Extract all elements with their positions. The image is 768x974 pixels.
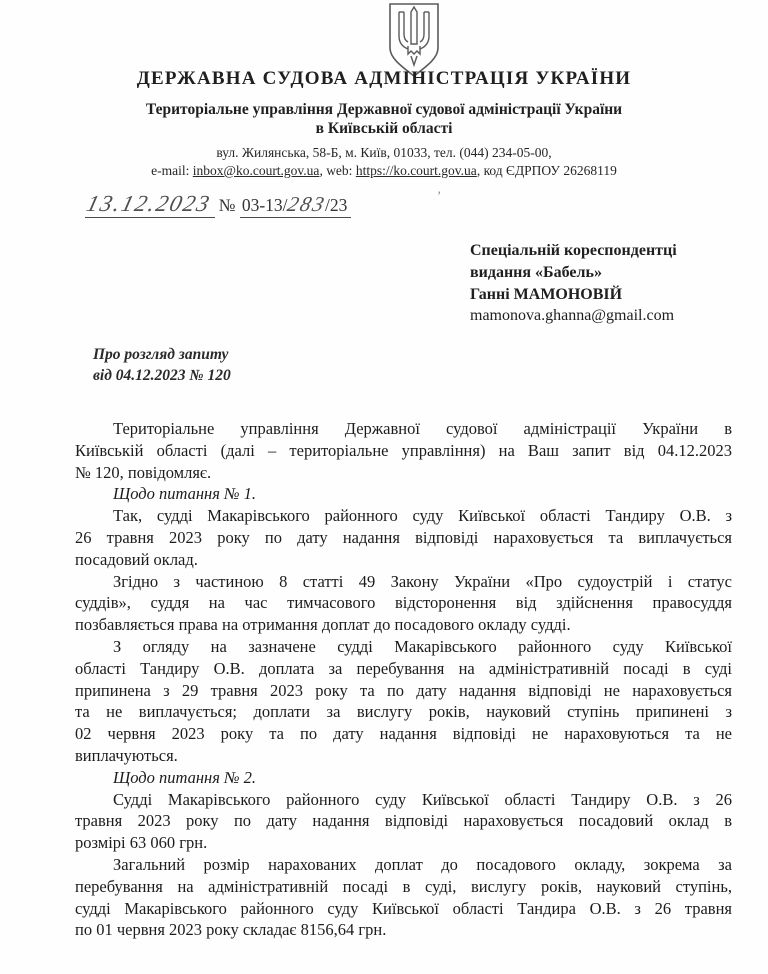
body-line: області Тандиру О.В. доплата за перебування на адміністративній посаді в суді <box>75 658 732 678</box>
web-link: https://ko.court.gov.ua <box>355 163 477 178</box>
body-line: припинена з 29 травня 2023 року та по дату надання відповіді не нараховується <box>75 680 732 700</box>
outgoing-date-field <box>84 191 215 218</box>
body-line: по 01 червня 2023 року складає 8156,64 грн. <box>75 920 387 940</box>
body-line: розмірі 63 060 грн. <box>75 833 208 853</box>
body-line: та не виплачується; доплати за вислугу років, науковий ступінь припинені з <box>75 702 732 722</box>
body-line: Київській області (далі – територіальне управління) на Ваш запит від 04.12.2023 <box>75 440 732 460</box>
scan-artifact-mark: ’ <box>437 188 442 203</box>
web-label: , web: <box>319 163 356 178</box>
org-contacts-line <box>0 162 768 180</box>
reference-line <box>84 188 442 218</box>
handwritten-date: 13.12.2023 <box>84 191 214 216</box>
body-paragraph <box>75 854 732 941</box>
body-line: 02 червня 2023 року та по дату надання відповіді не нараховуються та не <box>75 724 732 744</box>
body-line: З огляду на зазначене судді Макарівського районного суду Київської <box>113 636 732 656</box>
subject-block <box>93 344 231 386</box>
subject-line2: від 04.12.2023 № 120 <box>93 367 231 384</box>
org-subtitle-line1: Територіальне управління Державної судової адміністрації України <box>145 101 623 118</box>
body-line: виплачуються. <box>75 745 178 765</box>
body-paragraph <box>75 505 732 570</box>
recipient-role: Спеціальній кореспондентці <box>470 242 677 259</box>
email-link: inbox@ko.court.gov.ua <box>192 163 320 178</box>
recipient-name: Ганні МАМОНОВІЙ <box>470 285 623 303</box>
body-line: судді Макарівського районного суду Київської області Тандира О.В. з 26 травня <box>75 898 732 918</box>
body-line: посадовий оклад. <box>75 549 198 569</box>
letter-body <box>75 418 732 941</box>
body-line: Щодо питання № 1. <box>113 484 257 504</box>
number-suffix: /23 <box>325 195 348 215</box>
org-title: ДЕРЖАВНА СУДОВА АДМІНІСТРАЦІЯ УКРАЇНИ <box>136 68 632 89</box>
body-line: Згідно з частиною 8 статті 49 Закону України «Про судоустрій і статус <box>113 571 732 591</box>
email-label: e-mail: <box>151 163 193 178</box>
body-paragraph <box>75 483 732 505</box>
number-sign: № <box>218 195 240 215</box>
body-line: позбавляється права на отримання доплат до посадового окладу судді. <box>75 615 571 635</box>
org-subtitle-line2: в Київській області <box>315 120 453 137</box>
recipient-email: mamonova.ghanna@gmail.com <box>470 307 675 325</box>
body-line: Так, судді Макарівського районного суду Київської області Тандиру О.В. з <box>113 506 732 526</box>
body-paragraph <box>75 418 732 483</box>
body-line: перебування на адміністративній посаді в суді, вислугу років, науковий ступінь, <box>75 876 732 896</box>
body-line: травня 2023 року по дату надання відповіді нараховується посадовий оклад в <box>75 811 732 831</box>
body-line: Територіальне управління Державної судової адміністрації України в <box>113 419 732 438</box>
body-line: Судді Макарівського районного суду Київської області Тандиру О.В. з 26 <box>113 789 732 809</box>
body-paragraph <box>75 636 732 767</box>
number-prefix: 03-13/ <box>241 195 288 215</box>
org-address-line: вул. Жилянська, 58-Б, м. Київ, 01033, тел. (044) 234-05-00, <box>216 145 552 160</box>
body-line: 26 травня 2023 року по дату надання відповіді нараховується та виплачується <box>75 527 732 547</box>
handwritten-number: 283 <box>284 192 329 216</box>
recipient-block <box>470 240 677 327</box>
body-paragraph <box>75 767 732 789</box>
letterhead <box>0 68 768 180</box>
subject-line1: Про розгляд запиту <box>93 346 229 363</box>
body-line: Щодо питання № 2. <box>113 767 257 787</box>
recipient-outlet: видання «Бабель» <box>470 263 602 281</box>
body-paragraph <box>75 789 732 854</box>
body-line: суддів», суддя на час тимчасового відсторонення від здійснення правосуддя <box>75 593 732 613</box>
edrpou-code: , код ЄДРПОУ 26268119 <box>476 163 617 178</box>
org-address <box>0 144 768 180</box>
body-line: № 120, повідомляє. <box>75 462 212 482</box>
body-paragraph <box>75 571 732 636</box>
outgoing-number-field <box>240 194 352 218</box>
body-line: Загальний розмір нарахованих доплат до посадового окладу, зокрема за <box>113 854 732 874</box>
